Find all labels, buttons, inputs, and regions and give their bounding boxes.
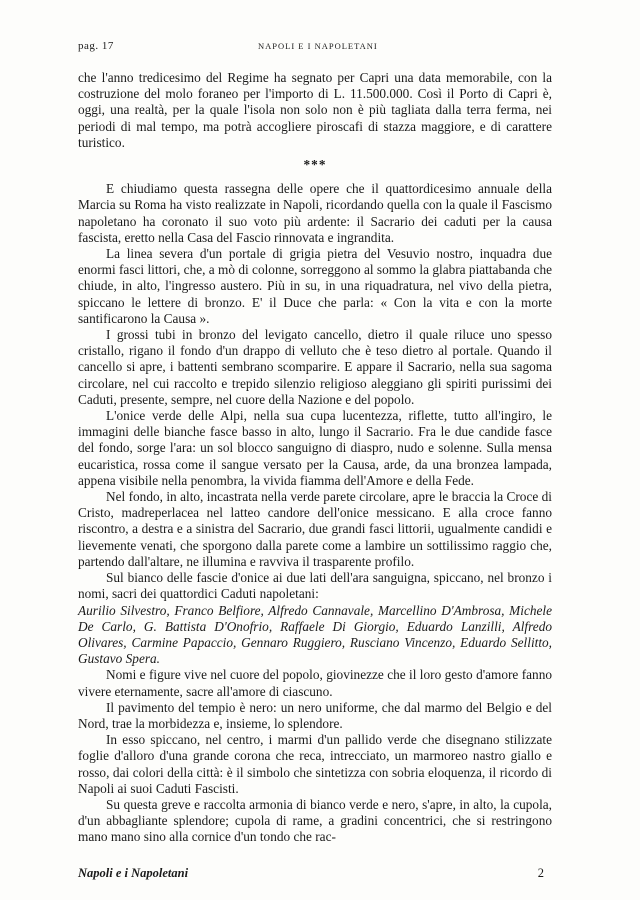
paragraph: E chiudiamo questa rassegna delle opere che il quattordicesimo annuale della Marcia su Roma ha visto realizzate in Napoli, ricordando quella con la quale il Fascismo napoletano ha coronato il suo voto più ardente: il Sacrario dei caduti per la causa fascista, eretto nella Casa del Fascio rinnovata e ingrandita. bbox=[78, 181, 552, 245]
paragraph: In esso spiccano, nel centro, i marmi d'un pallido verde che disegnano stilizzate foglie d'alloro d'una grande corona che reca, intrecciato, un marmoreo nastro giallo e rosso, dai colori della città: è il simbolo che sintetizza con sobria eloquenza, il ricordo di Napoli ai suoi Caduti Fascisti. bbox=[78, 732, 552, 796]
article-body bbox=[78, 70, 552, 846]
paragraph: I grossi tubi in bronzo del levigato cancello, dietro il quale riluce uno spesso cristallo, rigano il fondo d'un drappo di velluto che è teso dietro al portale. Quando il cancello si apre, i battenti sembrano scomparire. E appare il Sacrario, nella sua sagoma circolare, nel cui raccolto e trepido silenzio religioso aleggiano gli spiriti purissimi dei Caduti, presente, sempre, nel cuore della Nazione e del popolo. bbox=[78, 327, 552, 407]
paragraph: Nel fondo, in alto, incastrata nella verde parete circolare, apre le braccia la Croce di Cristo, madreperlacea nel latteo candore dell'onice messicano. E alla croce fanno riscontro, a destra e a sinistra del Sacrario, due grandi fasci littorii, ugualmente candidi e lievemente venati, che sporgono dalla parete come a lambire un sottilissimo raggio che, partendo dall'altare, ne illumina e ravviva il trasparente profilo. bbox=[78, 489, 552, 569]
footer-page-number: 2 bbox=[537, 866, 544, 880]
page-header bbox=[78, 40, 552, 56]
paragraph: che l'anno tredicesimo del Regime ha segnato per Capri una data memorabile, con la costruzione del molo foraneo per l'importo di L. 11.500.000. Così il Porto di Capri è, oggi, una realtà, per la quale l'isola non solo non è più tagliata dalla terra ferma, nei periodi di mal tempo, ma potrà accogliere piroscafi di stazza maggiore, e di carattere turistico. bbox=[78, 70, 552, 150]
paragraph: Nomi e figure vive nel cuore del popolo, giovinezze che il loro gesto d'amore fanno vivere eternamente, sacre all'amore di ciascuno. bbox=[78, 667, 552, 699]
paragraph: Il pavimento del tempio è nero: un nero uniforme, che dal marmo del Belgio e del Nord, trae la morbidezza e, insieme, lo splendore. bbox=[78, 699, 552, 731]
paragraph: L'onice verde delle Alpi, nella sua cupa lucentezza, riflette, tutto all'ingiro, le immagini delle bianche fasce basso in alto, lungo il Sacrario. Fra le due candide fasce del fondo, sorge l'ara: un sol blocco sanguigno di diaspro, nudo e solenne. Sulla mensa eucaristica, rossa come il sangue versato per la Causa, arde, da una bronzea lampada, appena visibile nella penombra, la vivida fiamma dell'Amore e della Fede. bbox=[78, 408, 552, 488]
running-title: NAPOLI E I NAPOLETANI bbox=[258, 41, 378, 51]
section-separator: *** bbox=[303, 157, 327, 173]
names-list: Aurilio Silvestro, Franco Belfiore, Alfredo Cannavale, Marcellino D'Ambrosa, Michele De Carlo, G. Battista D'Onofrio, Raffaele Di Giorgio, Eduardo Lanzilli, Alfredo Olivares, Carmine Papaccio, Gennaro Ruggiero, Rusciano Vincenzo, Eduardo Sellitto, Gustavo Spera. bbox=[78, 602, 552, 667]
page-footer bbox=[78, 866, 552, 884]
paragraph: Sul bianco delle fascie d'onice ai due lati dell'ara sanguigna, spiccano, nel bronzo i nomi, sacri dei quattordici Caduti napoletani: bbox=[78, 570, 552, 602]
paragraph: La linea severa d'un portale di grigia pietra del Vesuvio nostro, inquadra due enormi fasci littori, che, a mò di colonne, sorreggono al sommo la glabra piattabanda che chiude, in alto, l'ingresso austero. Più in su, in una riquadratura, nel vivo della pietra, spiccano le lettere di bronzo. E' il Duce che parla: « Con la vita e con la morte santificarono la Causa ». bbox=[78, 246, 552, 326]
paragraph: Su questa greve e raccolta armonia di bianco verde e nero, s'apre, in alto, la cupola, d'un abbagliante splendore; cupola di rame, a gradini concentrici, che si restringono mano mano sino alla cornice d'un tondo che rac- bbox=[78, 796, 552, 845]
footer-title: Napoli e i Napoletani bbox=[78, 866, 189, 880]
page-number-label: pag. 17 bbox=[78, 40, 114, 52]
